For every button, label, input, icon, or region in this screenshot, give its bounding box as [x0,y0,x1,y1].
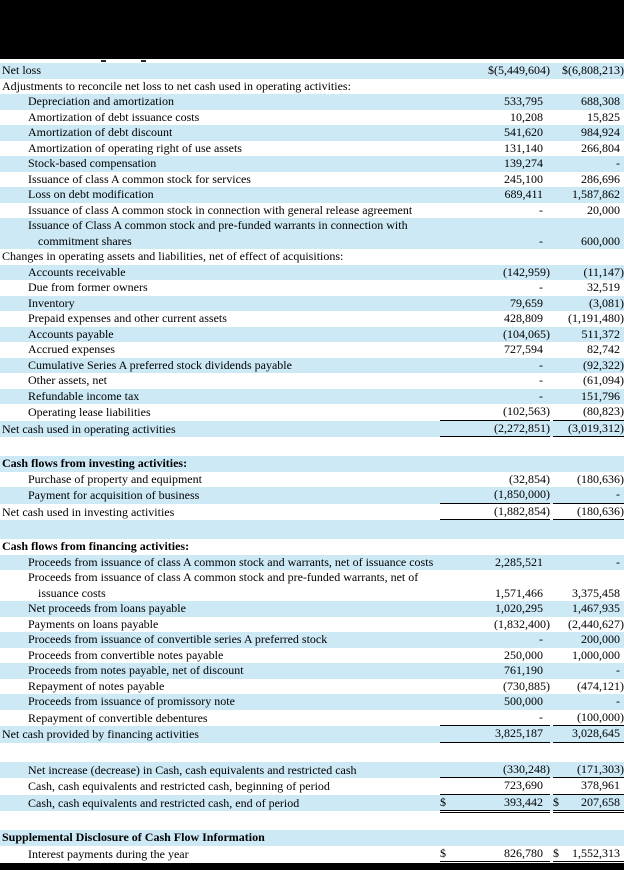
amount: 1,467,935 [572,601,620,615]
row-label: Issuance of class A common stock for services [28,171,251,186]
row-label: Cumulative Series A preferred stock dividends payable [28,357,292,372]
value-v1 [440,94,550,110]
row-label: Operating lease liabilities [28,405,151,419]
amount: - [539,388,543,403]
amount: - [539,202,543,217]
row-label: Amortization of debt discount [28,125,173,139]
row-label: Stock-based compensation [28,156,157,170]
amount: 511,372 [581,326,620,341]
value-v1 [440,617,550,633]
table-row [0,265,624,281]
value-v2 [553,601,624,617]
value-v2 [553,141,624,157]
value-v1 [440,342,550,358]
amount: 10,208 [510,109,543,124]
row-label: Net cash used in investing activities [2,504,175,519]
dollar-sign: $ [440,845,446,860]
row-label: Repayment of notes payable [28,678,165,693]
table-row [0,203,624,219]
value-v1 [440,648,550,664]
value-v2 [553,296,624,312]
amount: 2,285,521 [495,554,543,569]
amount: (730,885) [503,678,550,693]
amount: 3,028,645 [572,726,620,740]
value-v1 [440,125,550,141]
row-label: Accrued expenses [28,342,115,356]
table-row [0,218,624,249]
value-v1 [440,296,550,312]
table-row [0,795,624,812]
table-row [0,762,624,779]
table-row [0,632,624,648]
table-row [0,539,624,555]
amount: 250,000 [504,647,543,662]
table-row [0,358,624,374]
value-v2 [553,710,624,727]
amount: (61,094) [583,373,624,387]
row-label: Proceeds from issuance of promissory note [28,694,235,708]
spacer-row [0,743,624,762]
value-v1 [440,234,550,250]
row-label: Refundable income tax [28,388,140,403]
amount: 82,742 [587,342,620,356]
value-v2 [553,421,624,438]
redaction-bar-bottom [0,863,624,870]
amount: 1,552,313 [572,845,620,860]
value-v1 [440,679,550,695]
amount: - [616,694,620,708]
table-row [0,472,624,488]
value-v2 [553,679,624,695]
amount: 200,000 [581,632,620,646]
table-row [0,648,624,664]
row-label: Amortization of debt issuance costs [28,109,200,124]
value-v1 [440,504,550,521]
table-row [0,404,624,421]
table-row [0,487,624,504]
amount: (102,563) [503,404,550,418]
row-label: Cash flows from investing activities: [2,456,188,470]
row-label: Proceeds from issuance of convertible series A preferred stock [28,632,328,646]
amount: 1,000,000 [572,647,620,662]
value-v2 [553,156,624,172]
value-v1 [440,487,550,504]
amount: 826,780 [504,845,543,860]
row-label: Inventory [28,295,75,310]
value-v2 [553,404,624,421]
spacer-row [0,811,624,830]
value-v1 [440,632,550,648]
amount: (92,322) [583,357,624,372]
amount: 689,411 [504,187,543,201]
value-v2 [553,663,624,679]
row-label: Proceeds from notes payable, net of discount [28,663,244,677]
row-label: Cash, cash equivalents and restricted cash, end of period [28,795,300,810]
row-label: Net increase (decrease) in Cash, cash equivalents and restricted cash [28,762,357,777]
value-v2 [553,795,624,812]
table-row [0,389,624,405]
amount: 393,442 [504,794,543,809]
value-v2 [553,203,624,219]
value-v2 [553,327,624,343]
table-row [0,555,624,571]
value-v1 [440,555,550,571]
value-v1 [440,795,550,812]
amount: 500,000 [504,694,543,708]
table-row [0,94,624,110]
row-label: Supplemental Disclosure of Cash Flow Information [2,830,265,844]
value-v1 [440,358,550,374]
table-row [0,679,624,695]
value-v2 [553,694,624,710]
row-label: Interest payments during the year [28,846,189,861]
table-row [0,373,624,389]
row-label: Proceeds from convertible notes payable [28,647,224,662]
value-v2 [553,555,624,571]
row-label: Changes in operating assets and liabilities, net of effect of acquisitions: [2,249,344,263]
clipped-text-descender [101,60,106,62]
row-label: Cash, cash equivalents and restricted cash, beginning of period [28,779,330,793]
spacer-row [0,437,624,456]
table-row [0,421,624,438]
value-v1 [440,601,550,617]
amount: (330,248) [503,761,550,776]
amount: 79,659 [510,295,543,310]
amount: - [539,280,543,294]
amount: 1,571,466 [495,585,543,600]
amount: 727,594 [504,342,543,356]
row-label: Purchase of property and equipment [28,471,202,486]
amount: 15,825 [587,109,620,124]
value-v1 [440,472,550,488]
amount: - [539,357,543,372]
amount: 139,274 [504,156,543,170]
row-label: Proceeds from issuance of class A common stock and warrants, net of issuance costs [28,554,434,569]
value-v2 [553,617,624,633]
value-v1 [440,663,550,679]
amount: 723,690 [504,778,543,792]
value-v1 [440,172,550,188]
row-label: Other assets, net [28,373,107,387]
amount: 533,795 [504,94,543,108]
amount: - [539,709,543,724]
table-row [0,172,624,188]
value-v2 [553,762,624,779]
value-v1 [440,710,550,727]
value-v2 [553,504,624,521]
row-label: Loss on debt modification [28,187,154,201]
row-label: Due from former owners [28,280,148,294]
value-v2 [553,110,624,126]
value-v1 [440,187,550,203]
value-v2 [553,265,624,281]
value-v2 [553,63,624,79]
value-v2 [553,187,624,203]
amount: 1,020,295 [495,601,543,615]
amount: $(6,808,213) [562,63,624,77]
table-row [0,296,624,312]
amount: 428,809 [504,311,543,325]
row-label: Net cash used in operating activities [2,421,176,436]
amount: (100,000) [577,709,624,724]
value-v1 [440,421,550,438]
table-row [0,187,624,203]
amount: $(5,449,604) [488,63,550,77]
amount: (80,823) [583,404,624,418]
amount: 266,804 [581,140,620,155]
value-v1 [440,203,550,219]
table-row [0,79,624,95]
table-row [0,249,624,265]
amount: (104,065) [503,326,550,341]
table-row [0,342,624,358]
amount: 984,924 [581,125,620,139]
table-row [0,601,624,617]
amount: 245,100 [504,171,543,186]
table-row [0,830,624,846]
table-row [0,617,624,633]
value-v2 [553,472,624,488]
value-v1 [440,63,550,79]
row-label: Repayment of convertible debentures [28,710,208,725]
spacer-row [0,520,624,539]
table-row [0,141,624,157]
table-row [0,280,624,296]
row-label: Cash flows from financing activities: [2,539,190,553]
table-row [0,663,624,679]
value-v1 [440,586,550,602]
amount: 207,658 [581,794,620,809]
value-v1 [440,280,550,296]
row-label: Proceeds from issuance of class A common stock and pre-funded warrants, net of issuance costs [28,570,419,600]
value-v1 [440,762,550,779]
value-v1 [440,327,550,343]
value-v2 [553,125,624,141]
amount: (1,850,000) [494,487,550,501]
dollar-sign: $ [440,794,446,809]
amount: (474,121) [577,678,624,693]
value-v1 [440,311,550,327]
row-label: Payments on loans payable [28,616,159,631]
amount: 151,796 [581,388,620,403]
value-v1 [440,389,550,405]
amount: 688,308 [581,94,620,108]
clipped-text-descender [141,60,146,62]
table-row [0,110,624,126]
amount: (11,147) [583,264,624,279]
value-v2 [553,389,624,405]
value-v2 [553,586,624,602]
value-v1 [440,373,550,389]
amount: 378,961 [581,778,620,792]
value-v2 [553,487,624,504]
statement-table [0,63,624,862]
amount: (2,272,851) [494,420,550,435]
amount: (3,081) [589,295,624,310]
amount: - [616,487,620,501]
value-v1 [440,404,550,421]
amount: - [539,233,543,248]
amount: 600,000 [581,233,620,248]
value-v2 [553,373,624,389]
value-v2 [553,726,624,743]
redaction-bar-top [0,0,624,59]
value-v2 [553,342,624,358]
amount: - [616,554,620,569]
value-v2 [553,648,624,664]
amount: (1,882,854) [494,503,550,518]
table-row [0,456,624,472]
row-label: Adjustments to reconcile net loss to net cash used in operating activities: [2,78,351,93]
amount: - [539,373,543,387]
amount: - [539,632,543,646]
amount: 1,587,862 [572,187,620,201]
value-v2 [553,234,624,250]
amount: (1,832,400) [494,616,550,631]
value-v2 [553,358,624,374]
value-v2 [553,632,624,648]
value-v2 [553,280,624,296]
amount: (142,959) [503,264,550,279]
amount: 3,825,187 [495,726,543,740]
table-row [0,710,624,727]
value-v2 [553,94,624,110]
table-row [0,778,624,795]
amount: 131,140 [504,140,543,155]
amount: - [616,663,620,677]
value-v1 [440,156,550,172]
amount: (3,019,312) [568,420,624,435]
amount: (2,440,627) [568,616,624,631]
table-row [0,63,624,79]
table-row [0,125,624,141]
row-label: Amortization of operating right of use assets [28,140,242,155]
amount: (32,854) [509,471,550,486]
value-v1 [440,726,550,743]
value-v2 [553,311,624,327]
row-label: Net proceeds from loans payable [28,601,186,615]
row-label: Accounts receivable [28,264,126,279]
row-label: Issuance of Class A common stock and pre-funded warrants in connection with commitment shares [28,218,408,248]
value-v1 [440,141,550,157]
row-label: Prepaid expenses and other current assets [28,311,227,325]
table-row [0,311,624,327]
amount: 541,620 [504,125,543,139]
dollar-sign: $ [553,794,559,809]
table-row [0,504,624,521]
amount: (180,636) [577,503,624,518]
value-v1 [440,694,550,710]
amount: (1,191,480) [568,311,624,325]
value-v1 [440,110,550,126]
amount: 761,190 [504,663,543,677]
table-row [0,726,624,743]
table-row [0,156,624,172]
amount: 286,696 [581,171,620,186]
value-v1 [440,265,550,281]
table-row [0,694,624,710]
amount: 3,375,458 [572,585,620,600]
amount: 32,519 [587,280,620,294]
amount: 20,000 [587,202,620,217]
value-v1 [440,778,550,795]
table-row [0,327,624,343]
dollar-sign: $ [553,845,559,860]
value-v2 [553,172,624,188]
row-label: Net loss [2,63,41,77]
row-label: Payment for acquisition of business [28,488,200,502]
value-v2 [553,778,624,795]
row-label: Accounts payable [28,326,114,341]
amount: (180,636) [577,471,624,486]
amount: - [616,156,620,170]
table-row [0,570,624,601]
row-label: Depreciation and amortization [28,94,174,108]
row-label: Net cash provided by financing activities [2,727,199,741]
amount: (171,303) [577,761,624,776]
row-label: Issuance of class A common stock in connection with general release agreement [28,202,413,217]
